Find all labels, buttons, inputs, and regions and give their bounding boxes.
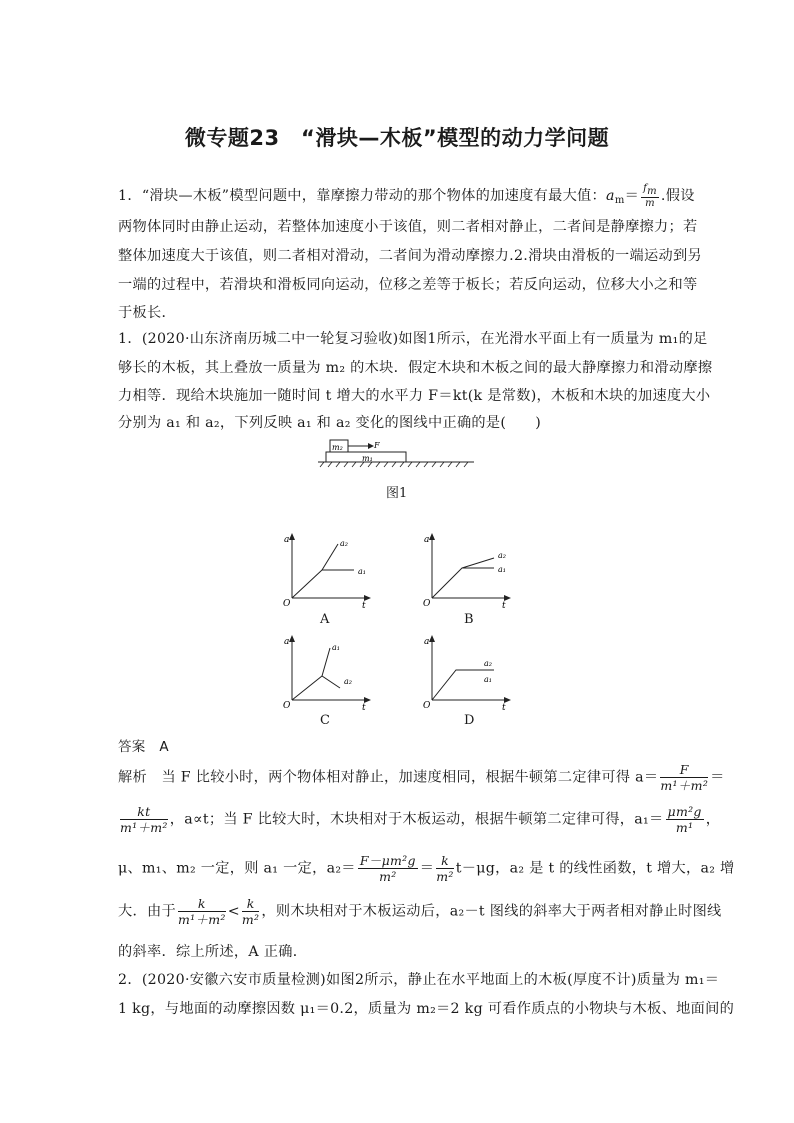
- graph-c-origin: O: [283, 701, 291, 711]
- analysis-line-5: 的斜率．综上所述，A 正确．: [118, 944, 308, 960]
- fraction-1: [660, 762, 708, 793]
- fraction-6-den: m¹＋m²: [177, 912, 226, 927]
- fraction-7-num: k: [242, 896, 259, 912]
- intro-line-1: 1．“滑块—木板”模型问题中，靠摩擦力带动的那个物体的加速度有最大值：$a_m=$ $\frac{fm}{m}$ .假设: [118, 183, 695, 209]
- intro-text-1a: 1．“滑块—木板”模型问题中，靠摩擦力带动的那个物体的加速度有最大值：: [118, 188, 607, 204]
- q1-line-3: 力相等．现给木块施加一随时间 t 增大的水平力 F＝kt(k 是常数)，木板和木块的加速度大小: [118, 388, 711, 404]
- figure-1-diagram: [318, 436, 478, 470]
- fig1-F-label: F: [374, 441, 380, 450]
- fraction-2-den: m¹＋m²: [120, 820, 168, 835]
- fraction-1-den: m¹＋m²: [660, 778, 709, 793]
- graph-d-label: D: [464, 713, 475, 728]
- fraction-1-num: F: [660, 762, 708, 778]
- fraction-5-num: k: [436, 853, 453, 869]
- fraction-3: [666, 804, 704, 835]
- q1-line-4: 分别为 a₁ 和 a₂，下列反映 a₁ 和 a₂ 变化的图线中正确的是( ): [118, 415, 542, 431]
- graph-a-label: A: [320, 612, 330, 627]
- analysis-text-1: 解析 当 F 比较小时，两个物体相对静止，加速度相同，根据牛顿第二定律可得 a＝: [118, 769, 659, 786]
- graph-a-upper: a₂: [340, 539, 348, 548]
- graph-d-lower: a₁: [484, 675, 492, 684]
- answer-line: [118, 735, 169, 755]
- graph-d: [420, 634, 520, 714]
- graph-a-a-axis: a: [284, 535, 290, 545]
- fraction-5-den: m²: [436, 869, 454, 884]
- graph-c-upper: a₁: [332, 643, 340, 652]
- fraction-3-den: m¹: [675, 820, 694, 835]
- am-fraction: [641, 183, 659, 209]
- graph-a-lower: a₁: [358, 567, 366, 576]
- graph-c-lower: a₂: [344, 677, 352, 686]
- analysis-line-3: μ、m₁、m₂ 一定，则 a₁ 一定，a₂＝ $\frac{\text{F－μm²g}}{\text{m²}}$ ＝ $\frac{k}{\text{m²}}$ t－μg，a₂ 是 t 的线性函数，t 增大，a₂ 增: [118, 853, 735, 884]
- am-num: f: [643, 183, 648, 194]
- graph-b-label: B: [464, 612, 474, 627]
- q2-line-2: 1 kg，与地面的动摩擦因数 μ₁＝0.2，质量为 m₂＝2 kg 可看作质点的小物块与木板、地面间的: [118, 1001, 735, 1017]
- analysis-comma: ，: [705, 811, 721, 828]
- q1-line-1: 1．(2020·山东济南历城二中一轮复习验收)如图1所示，在光滑水平面上有一质量为 m₁的足: [118, 331, 708, 347]
- fraction-2: [120, 804, 168, 835]
- fig1-m2-label: m₂: [332, 443, 343, 452]
- fraction-4: [358, 853, 418, 884]
- graph-b-origin: O: [423, 599, 431, 609]
- analysis-text-3b: t－μg，a₂ 是 t 的线性函数，t 增大，a₂ 增: [455, 860, 735, 877]
- intro-line-5: 于板长．: [118, 305, 176, 321]
- graph-b-lower: a₁: [498, 565, 506, 574]
- graph-b-a-axis: a: [424, 535, 430, 545]
- am-symbol: a: [606, 188, 615, 204]
- fraction-3-num: μm²g: [667, 804, 702, 819]
- graph-c-a-axis: a: [284, 637, 290, 647]
- analysis-text-3a: μ、m₁、m₂ 一定，则 a₁ 一定，a₂＝: [118, 860, 356, 877]
- graph-d-upper: a₂: [484, 659, 492, 668]
- equals-sign: ＝: [710, 769, 725, 786]
- graph-a-t-axis: t: [362, 601, 366, 611]
- intro-line-3: 整体加速度大于该值，则二者相对滑动，二者间为滑动摩擦力.2.滑块由滑板的一端运动到另: [118, 248, 702, 264]
- fig1-m1-label: m₁: [362, 454, 373, 463]
- intro-line-2: 两物体同时由静止运动，若整体加速度小于该值，则二者相对静止，二者间是静摩擦力；若: [118, 219, 698, 235]
- figure-1-caption: 图1: [386, 486, 408, 501]
- graph-b: [420, 532, 520, 612]
- graph-d-t-axis: t: [502, 703, 506, 713]
- analysis-line-1: [118, 762, 725, 793]
- analysis-line-2: [118, 804, 720, 835]
- graph-d-a-axis: a: [424, 637, 430, 647]
- page-title: 微专题23 “滑块—木板”模型的动力学问题: [184, 126, 610, 150]
- fraction-7: [242, 896, 259, 927]
- analysis-text-2: ，a∝t；当 F 比较大时，木块相对于木板运动，根据牛顿第二定律可得，a₁＝: [169, 811, 664, 828]
- am-den: m: [645, 198, 655, 209]
- am-subscript: m: [614, 195, 625, 206]
- graph-b-upper: a₂: [498, 551, 506, 560]
- intro-text-1b: .假设: [660, 188, 695, 204]
- intro-line-4: 一端的过程中，若滑块和滑板同向运动，位移之差等于板长；若反向运动，位移大小之和等: [118, 277, 698, 293]
- graph-c-t-axis: t: [362, 703, 366, 713]
- q1-line-2: 够长的木板，其上叠放一质量为 m₂ 的木块．假定木块和木板之间的最大静摩擦力和滑动摩擦: [118, 360, 713, 376]
- graph-c: [280, 634, 380, 714]
- fraction-6: [178, 896, 226, 927]
- graph-d-origin: O: [423, 701, 431, 711]
- q2-line-1: 2．(2020·安徽六安市质量检测)如图2所示，静止在水平地面上的木板(厚度不计)质量为 m₁＝: [118, 972, 720, 988]
- graph-a-origin: O: [283, 599, 291, 609]
- analysis-text-4a: 大．由于: [118, 903, 176, 920]
- analysis-line-4: [118, 896, 722, 927]
- fraction-2-num: kt: [120, 804, 168, 820]
- graph-b-t-axis: t: [502, 601, 506, 611]
- fraction-7-den: m²: [241, 912, 260, 927]
- answer-value: A: [159, 739, 169, 755]
- fraction-6-num: k: [178, 896, 226, 912]
- fraction-4-num: F－μm²g: [359, 853, 416, 868]
- fraction-5: [436, 853, 453, 884]
- graph-a: [280, 532, 380, 612]
- analysis-text-4b: ，则木块相对于木板运动后，a₂－t 图线的斜率大于两者相对静止时图线: [261, 903, 722, 920]
- answer-label: 答案: [118, 739, 146, 755]
- graph-c-label: C: [320, 713, 330, 728]
- less-than-sign: <: [227, 903, 240, 920]
- am-num-sub: m: [647, 186, 657, 197]
- fraction-4-den: m²: [379, 869, 397, 884]
